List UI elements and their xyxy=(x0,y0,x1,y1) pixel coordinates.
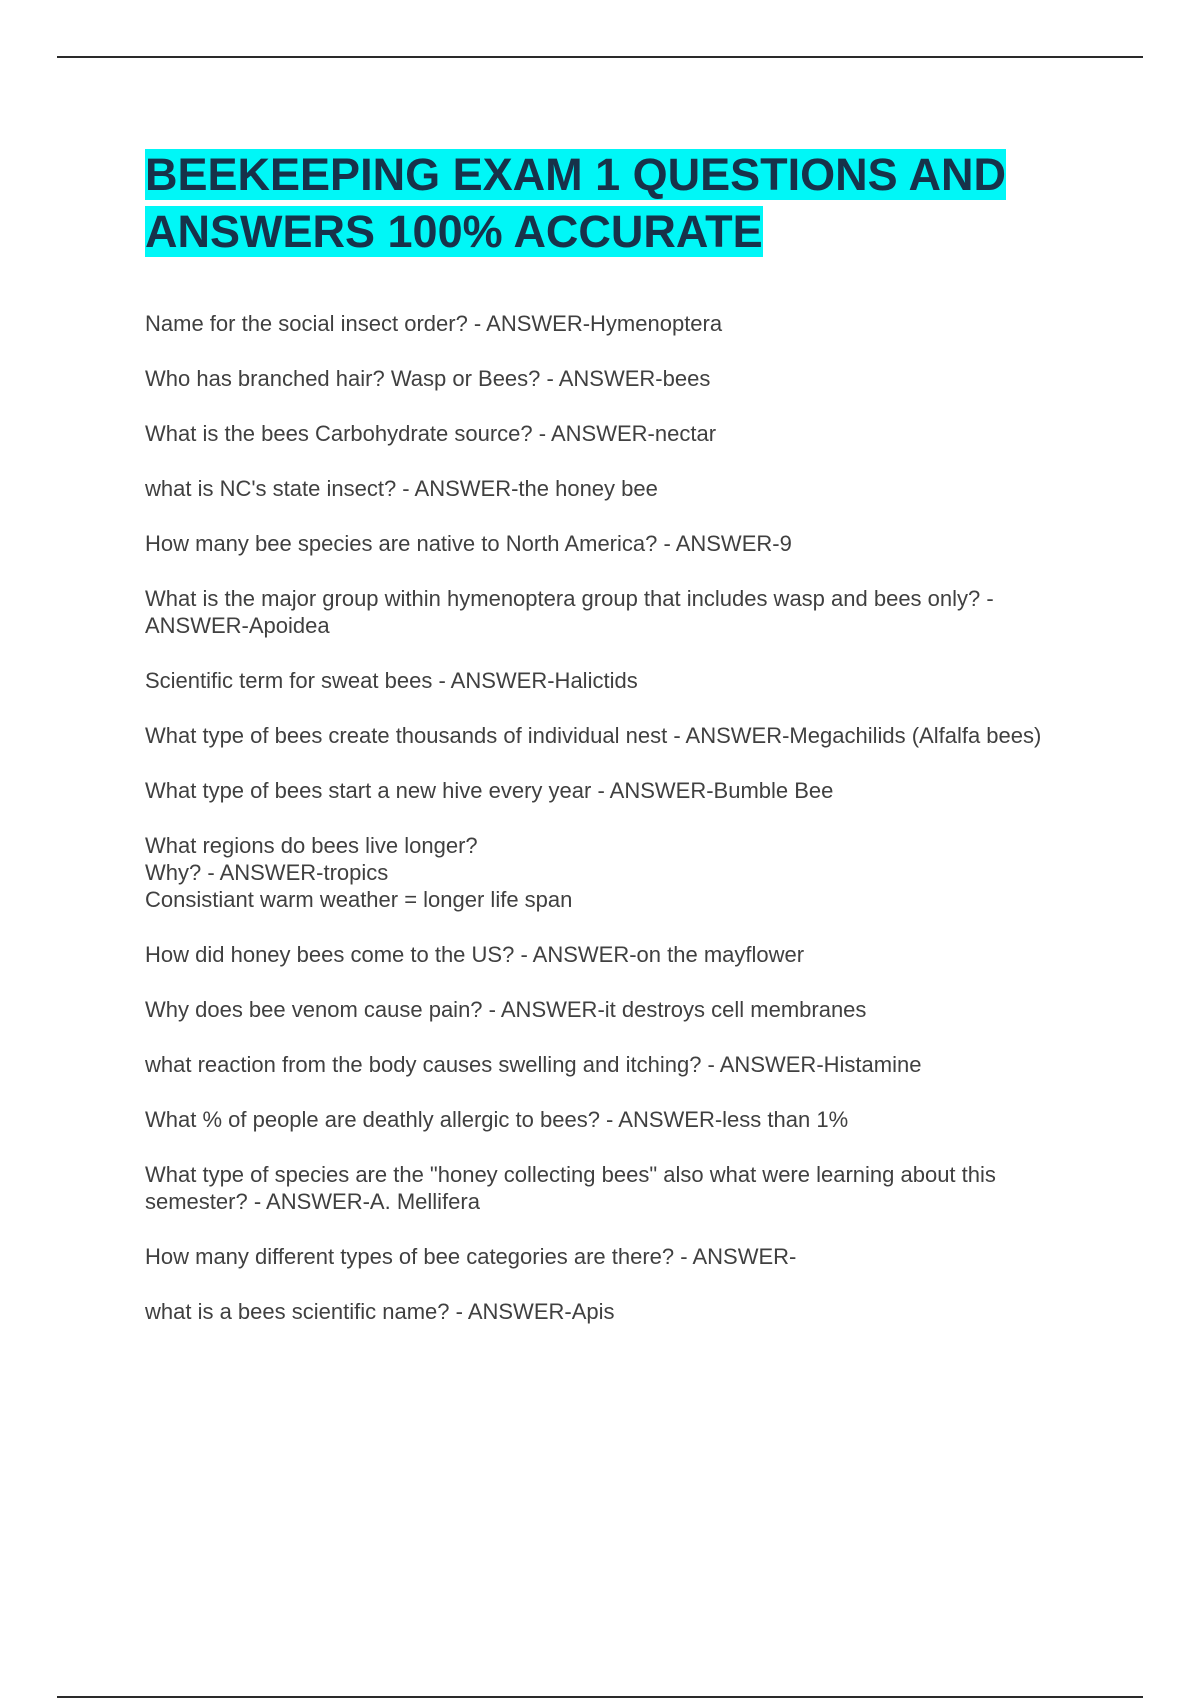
qa-item: How many different types of bee categories are there? - ANSWER- xyxy=(145,1244,797,1269)
qa-item: what is NC's state insect? - ANSWER-the honey bee xyxy=(145,476,658,501)
title-line-1: BEEKEEPING EXAM 1 QUESTIONS AND xyxy=(145,149,1006,200)
qa-item: What is the major group within hymenoptera group that includes wasp and bees only? - ANSWER-Apoidea xyxy=(145,586,994,638)
qa-item: What is the bees Carbohydrate source? - ANSWER-nectar xyxy=(145,421,717,446)
bottom-rule xyxy=(57,1696,1143,1698)
title-line-2: ANSWERS 100% ACCURATE xyxy=(145,206,763,257)
document-title xyxy=(145,146,1105,260)
qa-item: Name for the social insect order? - ANSWER-Hymenoptera xyxy=(145,311,723,336)
qa-item: How many bee species are native to North America? - ANSWER-9 xyxy=(145,531,792,556)
qa-item: Scientific term for sweat bees - ANSWER-Halictids xyxy=(145,668,638,693)
top-rule xyxy=(57,56,1143,58)
qa-item: What type of species are the "honey collecting bees" also what were learning about this semester? - ANSWER-A. Mellifera xyxy=(145,1162,996,1214)
qa-item: How did honey bees come to the US? - ANSWER-on the mayflower xyxy=(145,942,805,967)
qa-item: what is a bees scientific name? - ANSWER-Apis xyxy=(145,1299,615,1324)
qa-item: Who has branched hair? Wasp or Bees? - ANSWER-bees xyxy=(145,366,711,391)
qa-list xyxy=(145,310,1085,1353)
qa-item: What % of people are deathly allergic to bees? - ANSWER-less than 1% xyxy=(145,1107,849,1132)
qa-item: What regions do bees live longer? Why? - ANSWER-tropics Consistiant warm weather = longer life span xyxy=(145,833,573,912)
qa-item: Why does bee venom cause pain? - ANSWER-it destroys cell membranes xyxy=(145,997,867,1022)
qa-item: what reaction from the body causes swelling and itching? - ANSWER-Histamine xyxy=(145,1052,922,1077)
qa-item: What type of bees create thousands of individual nest - ANSWER-Megachilids (Alfalfa bees) xyxy=(145,723,1042,748)
qa-item: What type of bees start a new hive every year - ANSWER-Bumble Bee xyxy=(145,778,834,803)
